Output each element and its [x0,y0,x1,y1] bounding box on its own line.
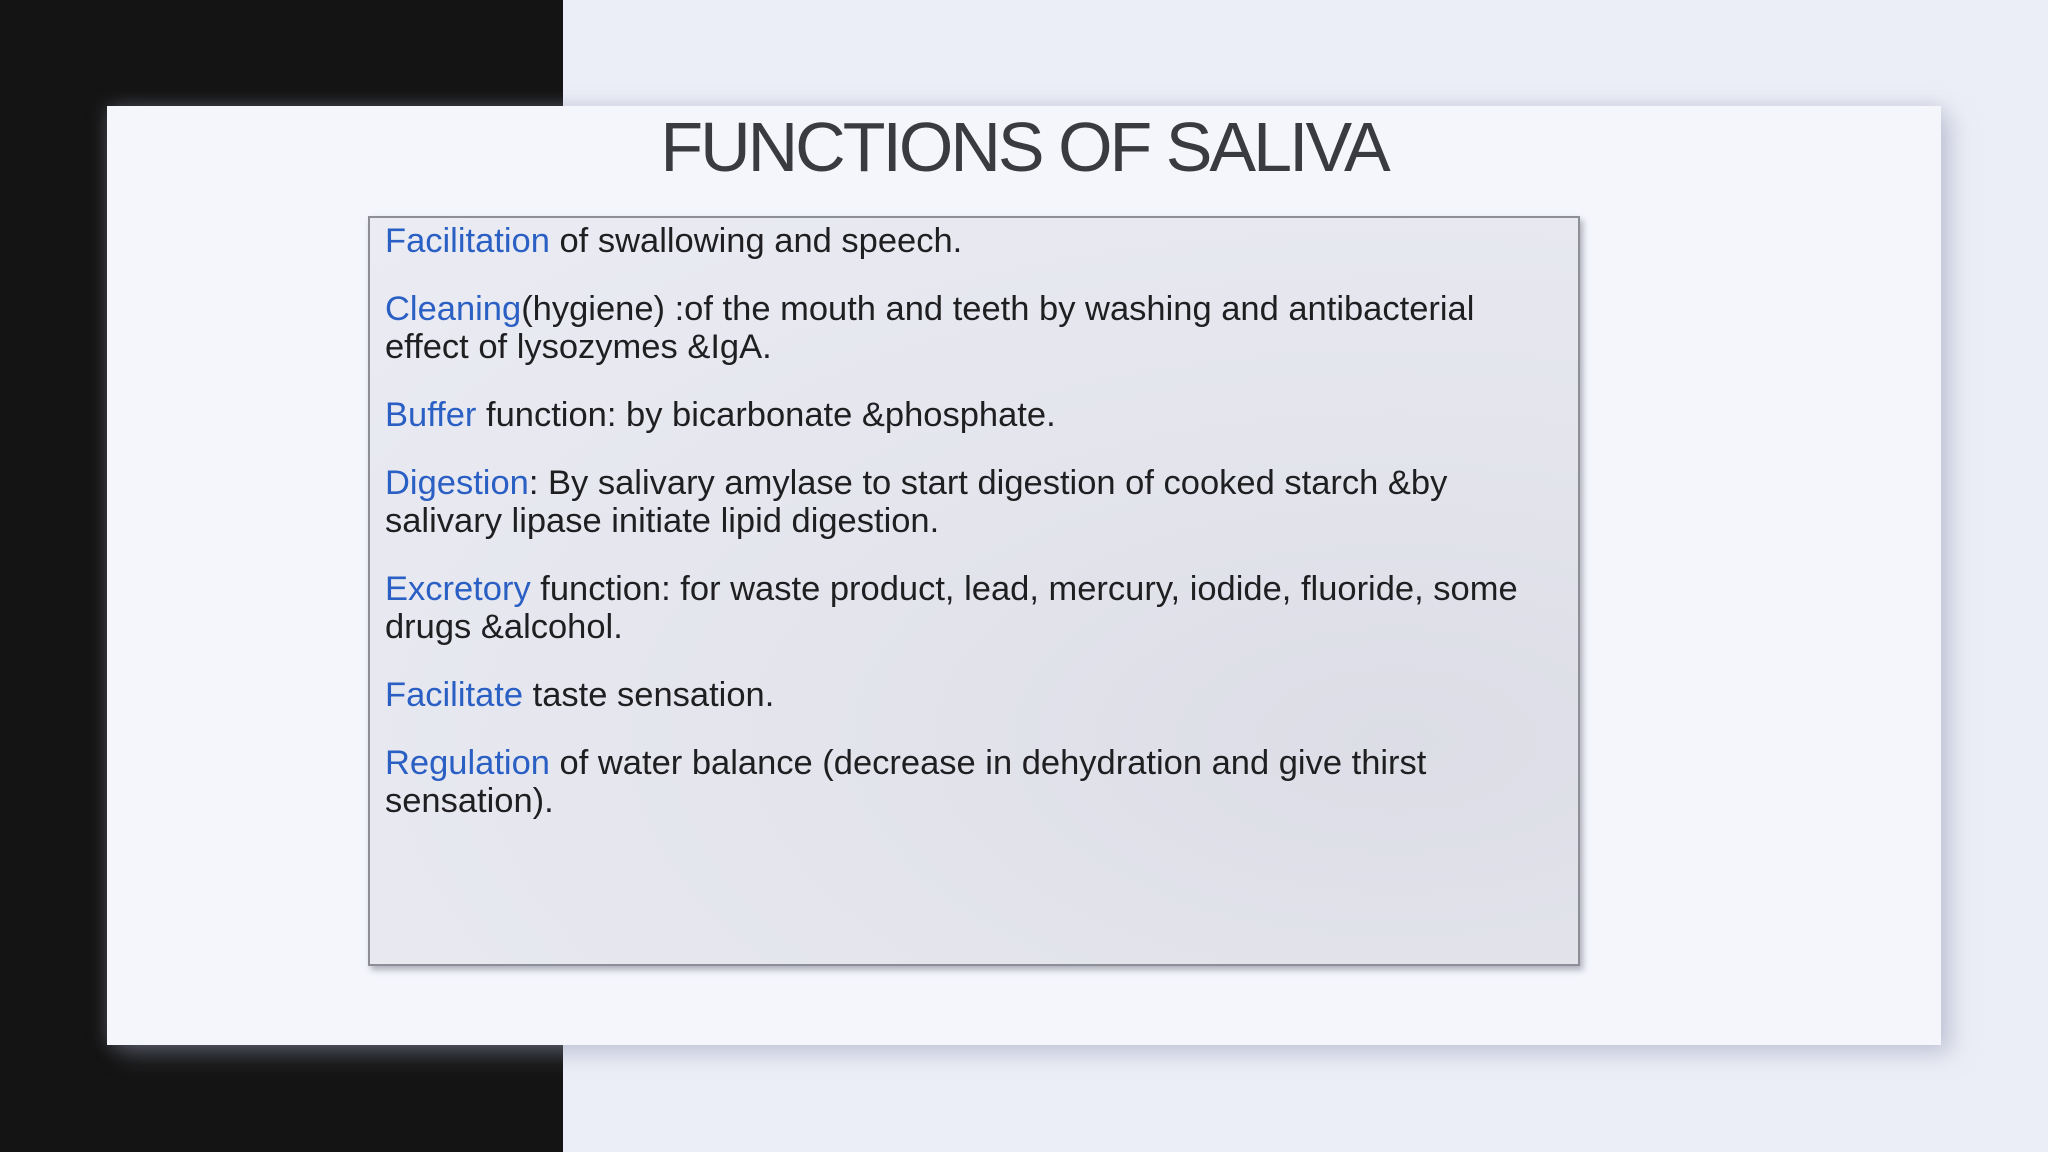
item-keyword: Digestion [385,464,529,502]
item-text: function: for waste product, lead, mercury, iodide, fluoride, some drugs &alcohol. [385,570,1518,646]
list-item [385,396,1564,434]
list-item [385,290,1564,366]
item-text: : By salivary amylase to start digestion of cooked starch &by salivary lipase initiate lipid digestion. [385,464,1448,540]
item-keyword: Regulation [385,744,550,782]
list-item [385,676,1564,714]
item-keyword: Facilitation [385,222,550,260]
item-text: of water balance (decrease in dehydration and give thirst sensation). [385,744,1427,820]
item-text: (hygiene) :of the mouth and teeth by washing and antibacterial effect of lysozymes &IgA. [385,290,1475,366]
item-keyword: Excretory [385,570,531,608]
content-box [368,216,1580,966]
item-text: function: by bicarbonate &phosphate. [476,396,1056,434]
list-item [385,464,1564,540]
list-item [385,222,1564,260]
list-item [385,744,1564,820]
slide-title: FUNCTIONS OF SALIVA [660,108,1388,186]
list-item [385,570,1564,646]
item-keyword: Cleaning [385,290,522,328]
item-keyword: Facilitate [385,676,524,714]
item-text: taste sensation. [523,676,775,714]
item-keyword: Buffer [385,396,477,434]
item-text: of swallowing and speech. [549,222,963,260]
slide [107,106,1941,1045]
